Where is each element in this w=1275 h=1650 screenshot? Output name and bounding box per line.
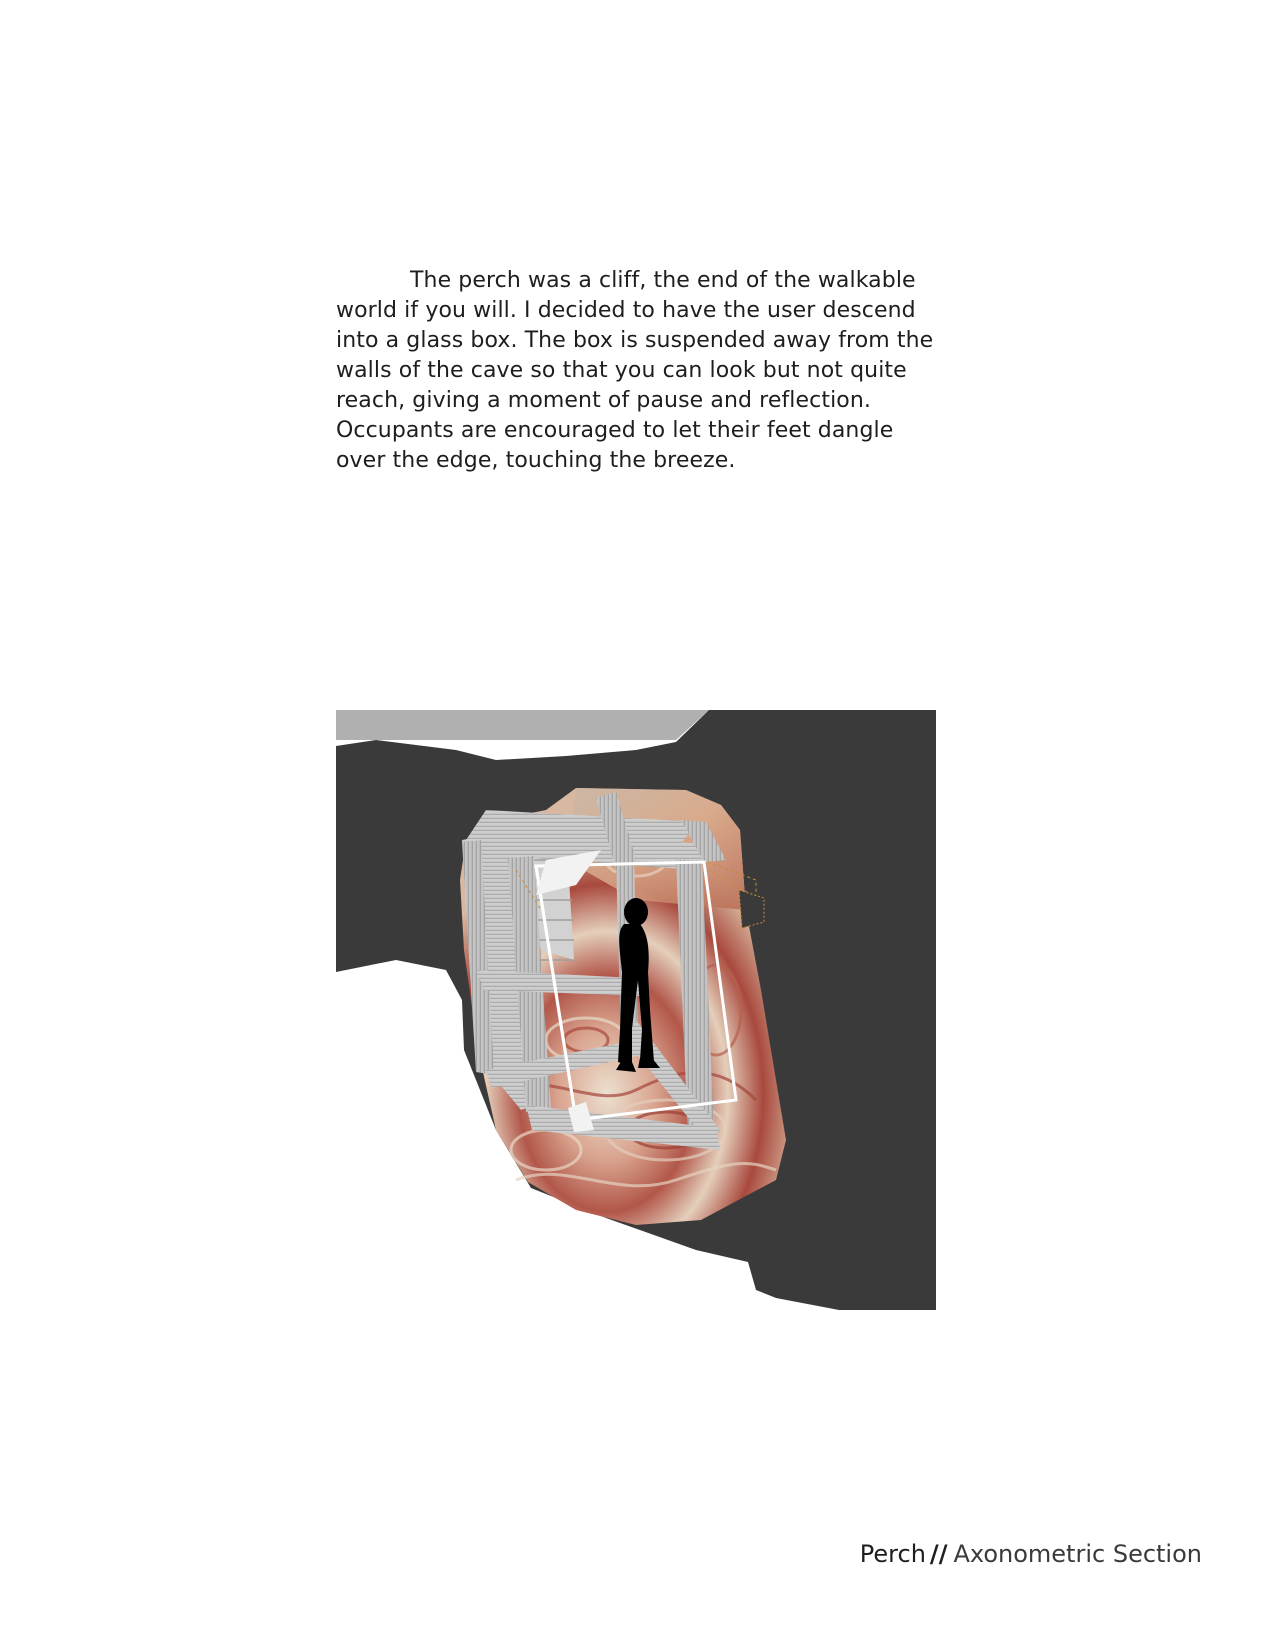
paragraph-text: The perch was a cliff, the end of the walkable world if you will. I decided to have the user descend into a glass box. The box is suspended away from the walls of the cave so that you can look but not quite reach, giving a moment of pause and reflection. Occupants are encouraged to let their feet dangle over the edge, touching the breeze.: [336, 268, 934, 473]
caption-subtitle: Axonometric Section: [953, 1540, 1202, 1568]
figure-caption: [860, 1540, 1202, 1568]
body-paragraph: [336, 266, 936, 476]
axonometric-section-drawing: [336, 710, 936, 1310]
sky-band: [336, 710, 709, 740]
drawing-svg: [336, 710, 936, 1310]
caption-title: Perch: [859, 1540, 926, 1568]
caption-separator: //: [929, 1540, 948, 1568]
